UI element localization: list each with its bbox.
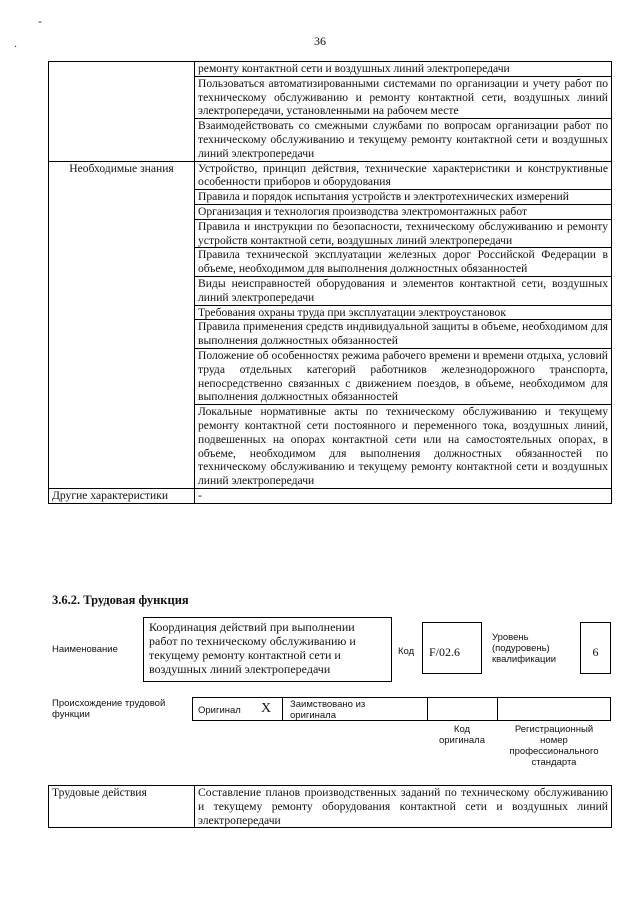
- table-cell: Взаимодействовать со смежными службами по вопросам организации работ по техническому обслуживанию и текущему ремонту контактной сети и воздушных линий электропередачи: [195, 119, 612, 161]
- table-row: [49, 488, 612, 503]
- table-cell: Пользоваться автоматизированными системами по организации и учету работ по техническому обслуживанию и ремонту контактной сети, воздушных линий электропередачи, установленными на рабочем месте: [195, 76, 612, 118]
- knowledge-table: [48, 61, 612, 504]
- knowledge-label: Необходимые знания: [49, 161, 195, 488]
- table-cell: Требования охраны труда при эксплуатации электроустановок: [195, 305, 612, 320]
- reg-number-label: Регистрационный номер профессионального стандарта: [509, 724, 599, 768]
- table-row: [49, 786, 612, 828]
- table-cell: Положение об особенностях режима рабочего времени и времени отдыха, условий труда отдельных категорий работников железнодорожного транспорта, непосредственно связанных с движением поездов, в объеме, необходимом для выполнения должностных обязанностей: [195, 348, 612, 404]
- borrowed-label: Заимствовано из оригинала: [290, 699, 366, 721]
- table-row: [49, 62, 612, 77]
- code-value: F/02.6: [429, 645, 461, 659]
- table-cell: Локальные нормативные акты по техническому обслуживанию и текущему ремонту контактной сети постоянного и переменного тока, воздушных линий, подвешенных на опорах контактной сети или на самостоятельных опорах, в объеме, необходимом для выполнения должностных обязанностей по техническому обслуживанию и текущему ремонту контактной сети и воздушных линий электропередачи: [195, 405, 612, 489]
- origin-label: Происхождение трудовой функции: [52, 698, 166, 720]
- table-cell-empty: [49, 62, 195, 162]
- labor-actions-table: [48, 785, 612, 828]
- code-value-box: [422, 622, 482, 674]
- name-value: Координация действий при выполнении работ по техническому обслуживанию и текущему ремонту контактной сети и воздушных линий электропередачи: [149, 620, 356, 676]
- page-number: 36: [314, 34, 326, 48]
- level-value: 6: [592, 645, 599, 659]
- corner-dot: .: [14, 36, 17, 50]
- name-value-box: [143, 617, 392, 682]
- table-cell: Организация и технология производства электромонтажных работ: [195, 204, 612, 219]
- origin-code-label: Код оригинала: [438, 724, 485, 746]
- table-cell: Правила и порядок испытания устройств и электротехнических измерений: [195, 190, 612, 205]
- section-heading: 3.6.2. Трудовая функция: [52, 593, 189, 607]
- labor-actions-value: Составление планов производственных заданий по техническому обслуживанию и текущему ремонту оборудования контактной сети и воздушных линий электропередачи: [195, 786, 612, 828]
- table-cell: Правила и инструкции по безопасности, техническому обслуживанию и ремонту устройств контактной сети, воздушных линий электропередачи: [195, 219, 612, 248]
- table-cell: ремонту контактной сети и воздушных линий электропередачи: [195, 62, 612, 77]
- original-label: Оригинал: [198, 705, 241, 716]
- table-row: [49, 161, 612, 190]
- code-label: Код: [398, 646, 415, 657]
- divider: [427, 698, 428, 720]
- original-mark: X: [261, 701, 272, 716]
- divider: [497, 698, 498, 720]
- other-value: -: [195, 488, 612, 503]
- table-cell: Правила применения средств индивидуальной защиты в объеме, необходимом для выполнения должностных обязанностей: [195, 320, 612, 349]
- level-label: Уровень (подуровень) квалификации: [492, 632, 557, 665]
- corner-dash: -: [38, 14, 42, 28]
- name-label: Наименование: [52, 644, 118, 655]
- labor-actions-label: Трудовые действия: [49, 786, 195, 828]
- other-label: Другие характеристики: [49, 488, 195, 503]
- table-cell: Правила технической эксплуатации железных дорог Российской Федерации в объеме, необходимом для выполнения должностных обязанностей: [195, 248, 612, 277]
- table-cell: Виды неисправностей оборудования и элементов контактной сети, воздушных линий электропередачи: [195, 276, 612, 305]
- level-value-box: [580, 622, 611, 674]
- divider: [282, 698, 283, 720]
- table-cell: Устройство, принцип действия, технические характеристики и конструктивные особенности приборов и оборудования: [195, 161, 612, 190]
- origin-box: [192, 697, 611, 721]
